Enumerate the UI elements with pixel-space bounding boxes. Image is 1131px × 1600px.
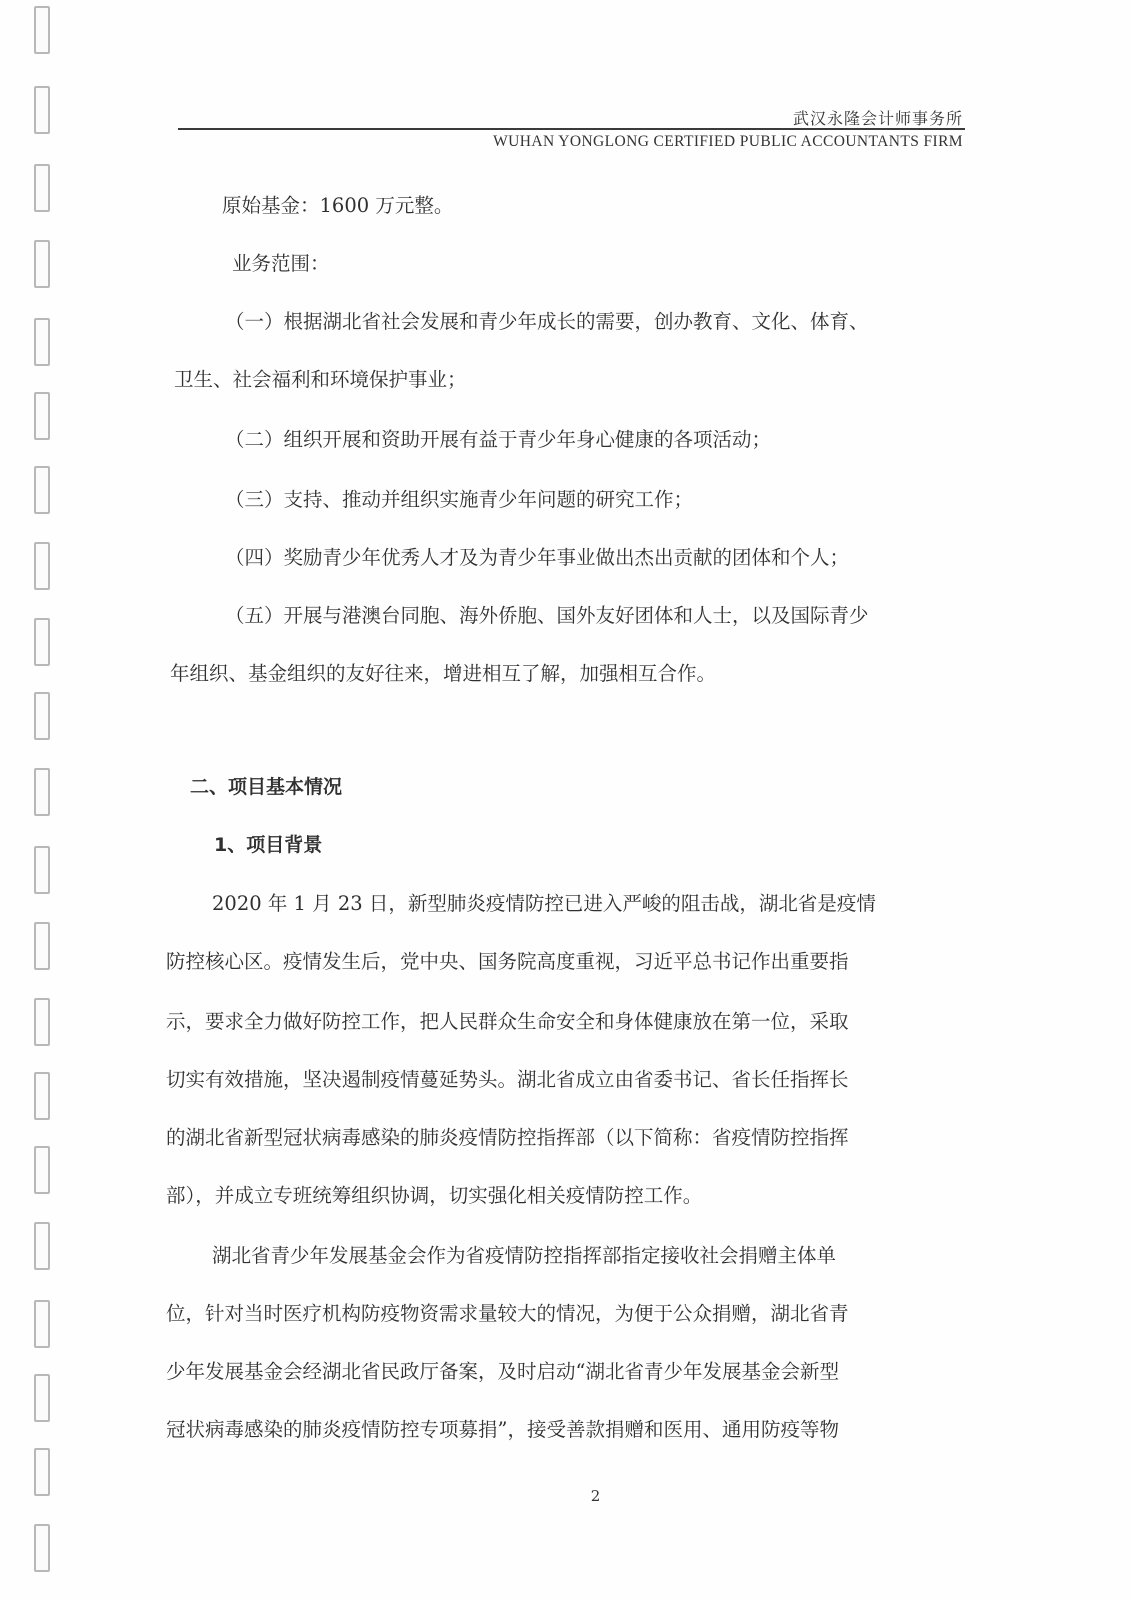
binding-holes bbox=[30, 0, 54, 1600]
binding-hole bbox=[34, 618, 50, 666]
binding-hole bbox=[34, 768, 50, 816]
firm-name-en: WUHAN YONGLONG CERTIFIED PUBLIC ACCOUNTANTS FIRM bbox=[493, 133, 963, 150]
original-fund: 原始基金：1600 万元整。 bbox=[222, 194, 454, 217]
business-scope-label: 业务范围： bbox=[232, 252, 330, 275]
firm-name-cn: 武汉永隆会计师事务所 bbox=[792, 109, 963, 128]
paragraph-line: 的湖北省新型冠状病毒感染的肺炎疫情防控指挥部（以下简称：省疫情防控指挥 bbox=[166, 1126, 849, 1149]
paragraph-line: 部），并成立专班统筹组织协调，切实强化相关疫情防控工作。 bbox=[166, 1184, 703, 1207]
binding-hole bbox=[34, 392, 50, 440]
binding-hole bbox=[34, 922, 50, 970]
paragraph-line: 示，要求全力做好防控工作，把人民群众生命安全和身体健康放在第一位，采取 bbox=[166, 1010, 849, 1033]
binding-hole bbox=[34, 1524, 50, 1572]
scope-item-5-cont: 年组织、基金组织的友好往来，增进相互了解，加强相互合作。 bbox=[170, 662, 717, 685]
scope-item-4: （四）奖励青少年优秀人才及为青少年事业做出杰出贡献的团体和个人； bbox=[225, 546, 850, 569]
paragraph-line: 湖北省青少年发展基金会作为省疫情防控指挥部指定接收社会捐赠主体单 bbox=[212, 1244, 837, 1267]
paragraph-line: 2020 年 1 月 23 日，新型肺炎疫情防控已进入严峻的阻击战，湖北省是疫情 bbox=[212, 892, 876, 915]
page-number: 2 bbox=[590, 1487, 601, 1505]
subsection-heading: 1、项目背景 bbox=[214, 834, 323, 856]
paragraph-line: 位，针对当时医疗机构防疫物资需求量较大的情况，为便于公众捐赠，湖北省青 bbox=[166, 1302, 849, 1325]
binding-hole bbox=[34, 846, 50, 894]
binding-hole bbox=[34, 542, 50, 590]
binding-hole bbox=[34, 1300, 50, 1348]
binding-hole bbox=[34, 164, 50, 212]
binding-hole bbox=[34, 6, 50, 54]
binding-hole bbox=[34, 1374, 50, 1422]
header-rule bbox=[178, 128, 965, 130]
binding-hole bbox=[34, 240, 50, 288]
paragraph-line: 冠状病毒感染的肺炎疫情防控专项募捐”，接受善款捐赠和医用、通用防疫等物 bbox=[166, 1418, 839, 1441]
paragraph-line: 切实有效措施，坚决遏制疫情蔓延势头。湖北省成立由省委书记、省长任指挥长 bbox=[166, 1068, 849, 1091]
paragraph-line: 防控核心区。疫情发生后，党中央、国务院高度重视，习近平总书记作出重要指 bbox=[166, 950, 849, 973]
scope-item-1-cont: 卫生、社会福利和环境保护事业； bbox=[174, 368, 467, 391]
binding-hole bbox=[34, 1222, 50, 1270]
section-heading: 二、项目基本情况 bbox=[190, 776, 343, 798]
binding-hole bbox=[34, 998, 50, 1046]
binding-hole bbox=[34, 692, 50, 740]
binding-hole bbox=[34, 1072, 50, 1120]
binding-hole bbox=[34, 1146, 50, 1194]
paragraph-line: 少年发展基金会经湖北省民政厅备案，及时启动“湖北省青少年发展基金会新型 bbox=[166, 1360, 839, 1383]
scope-item-2: （二）组织开展和资助开展有益于青少年身心健康的各项活动； bbox=[225, 428, 772, 451]
binding-hole bbox=[34, 466, 50, 514]
scope-item-3: （三）支持、推动并组织实施青少年问题的研究工作； bbox=[225, 488, 694, 511]
scope-item-5: （五）开展与港澳台同胞、海外侨胞、国外友好团体和人士，以及国际青少 bbox=[225, 604, 869, 627]
binding-hole bbox=[34, 86, 50, 134]
binding-hole bbox=[34, 318, 50, 366]
scope-item-1: （一）根据湖北省社会发展和青少年成长的需要，创办教育、文化、体育、 bbox=[225, 310, 869, 333]
